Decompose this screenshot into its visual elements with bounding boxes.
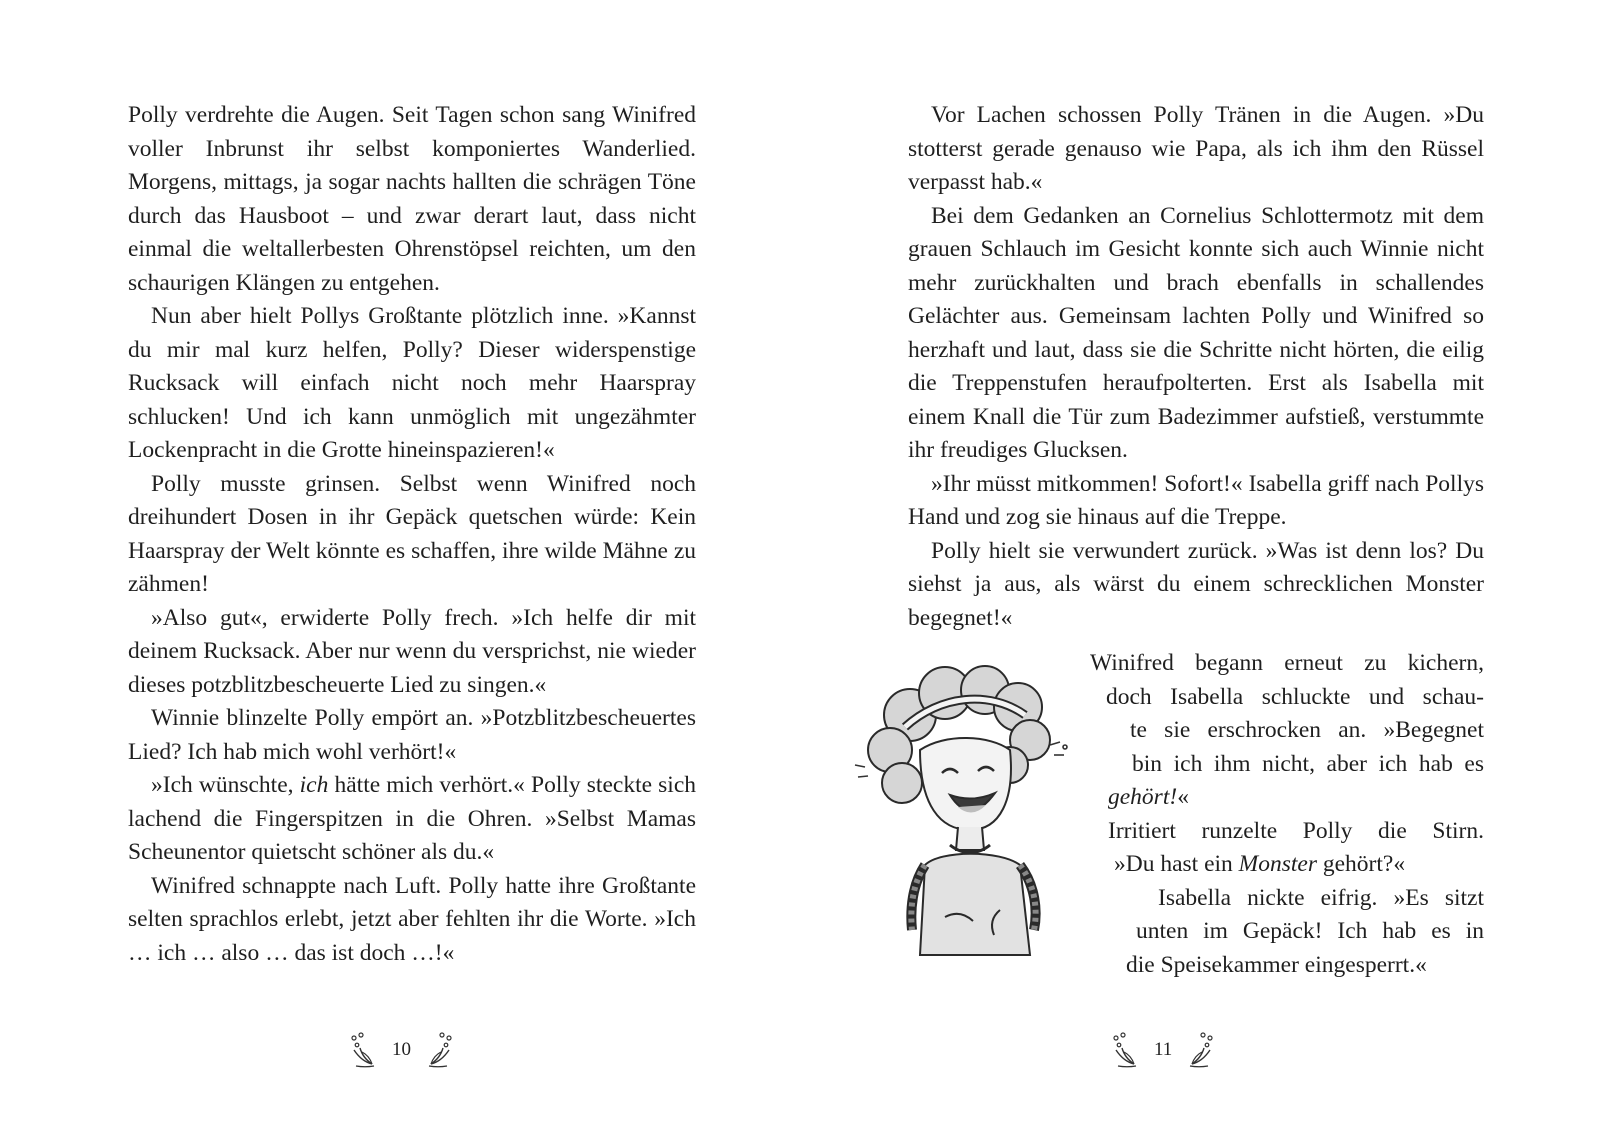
leaf-sprig-icon [348,1030,378,1070]
paragraph: Polly musste grinsen. Selbst wenn Winifred noch dreihundert Dosen in ihr Gepäck quetschen würde: Kein Haarspray der Welt könnte es schaffen, ihre wilde Mähne zu zähmen! [128,470,696,597]
paragraph: Bei dem Gedanken an Cornelius Schlottermotz mit dem grauen Schlauch im Gesicht konnte sich auch Winnie nicht mehr zurückhalten und brach ebenfalls in schallendes Gelächter aus. Gemeinsam lachten Polly und Winifred so herzhaft und laut, dass sie die Schritte nicht hörten, die eilig die Treppenstufen heraufpolterten. Erst als Isabella mit einem Knall die Tür zum Badezimmer aufstieß, verstummte ihr freudiges Glucksen. [908,202,1484,463]
page-number: 10 [392,1039,411,1060]
paragraph: Winnie blinzelte Polly empört an. »Potzblitzbescheuertes Lied? Ich hab mich wohl verhört!« [128,705,696,765]
paragraph: Vor Lachen schossen Polly Tränen in die Augen. »Du stotterst gerade genauso wie Papa, als ich ihm den Rüssel verpasst hab.« [908,102,1484,195]
text-line: Isabella nickte eifrig. »Es sitzt [1158,884,1484,911]
text-line: die Speisekammer eingesperrt.« [1126,951,1427,978]
text-line: Winifred begann erneut zu kichern, [1090,650,1484,676]
italic-text: ich [299,772,329,798]
paragraph: Polly hielt sie verwundert zurück. »Was ist denn los? Du siehst ja aus, als wärst du einem schrecklichen Monster begegnet!« [908,537,1484,631]
paragraph: Nun aber hielt Pollys Großtante plötzlich inne. »Kannst du mir mal kurz helfen, Polly? Dieser widerspenstige Rucksack will einfach nicht noch mehr Haarspray schlucken! Und ich kann unmöglich mit ungezähmter Lockenpracht in die Grotte hineinspazieren!« [128,303,696,463]
text-run: « [1177,784,1189,810]
paragraph [128,769,696,870]
page-number: 11 [1154,1039,1173,1060]
text-run: »Du hast ein [1114,851,1239,877]
text-line: unten im Gepäck! Ich hab es in [1136,918,1484,944]
italic-text: gehört! [1108,784,1178,810]
paragraph: Polly verdrehte die Augen. Seit Tagen schon sang Winifred voller Inbrunst ihr selbst komponiertes Wanderlied. Morgens, mittags, ja sogar nachts hallten die schrägen Töne durch das Hausboot – und zwar derart laut, dass nicht einmal die weltallerbesten Ohrenstöpsel reichten, um den schaurigen Klängen zu entgehen. [128,102,696,296]
left-page-text [128,99,696,970]
page-footer [1110,1030,1216,1070]
paragraph: »Ihr müsst mitkommen! Sofort!« Isabella griff nach Pollys Hand und zog sie hinaus auf die Treppe. [908,470,1484,530]
text-line: te sie erschrocken an. »Begegnet [1130,717,1484,743]
text-line: bin ich ihm nicht, aber ich hab es [1132,750,1484,777]
leaf-sprig-icon [425,1030,455,1070]
laughing-woman-illustration [850,655,1090,985]
page-footer [348,1030,455,1070]
right-page-text [908,99,1484,635]
text-run: gehört?« [1317,851,1406,877]
italic-text: Monster [1238,851,1317,877]
leaf-sprig-icon [1186,1030,1216,1070]
text-line: doch Isabella schluckte und schau- [1106,683,1484,710]
text-run: »Ich wünschte, [151,772,300,798]
paragraph: Winifred schnappte nach Luft. Polly hatte ihre Großtante selten sprachlos erlebt, jetzt aber fehlten ihr die Worte. »Ich … ich … also … das ist doch …!« [128,872,696,966]
text-run: hätte mich verhört.« Polly steckte sich lachend die Fingerspitzen in die Ohren. »Selbst Mamas Scheunentor quietscht schöner als du.« [128,772,697,865]
paragraph: »Also gut«, erwiderte Polly frech. »Ich helfe dir mit deinem Rucksack. Aber nur wenn du versprichst, nie wieder dieses potzblitzbescheuerte Lied zu singen.« [128,604,696,698]
text-line: Irritiert runzelte Polly die Stirn. [1108,817,1484,844]
leaf-sprig-icon [1110,1030,1140,1070]
